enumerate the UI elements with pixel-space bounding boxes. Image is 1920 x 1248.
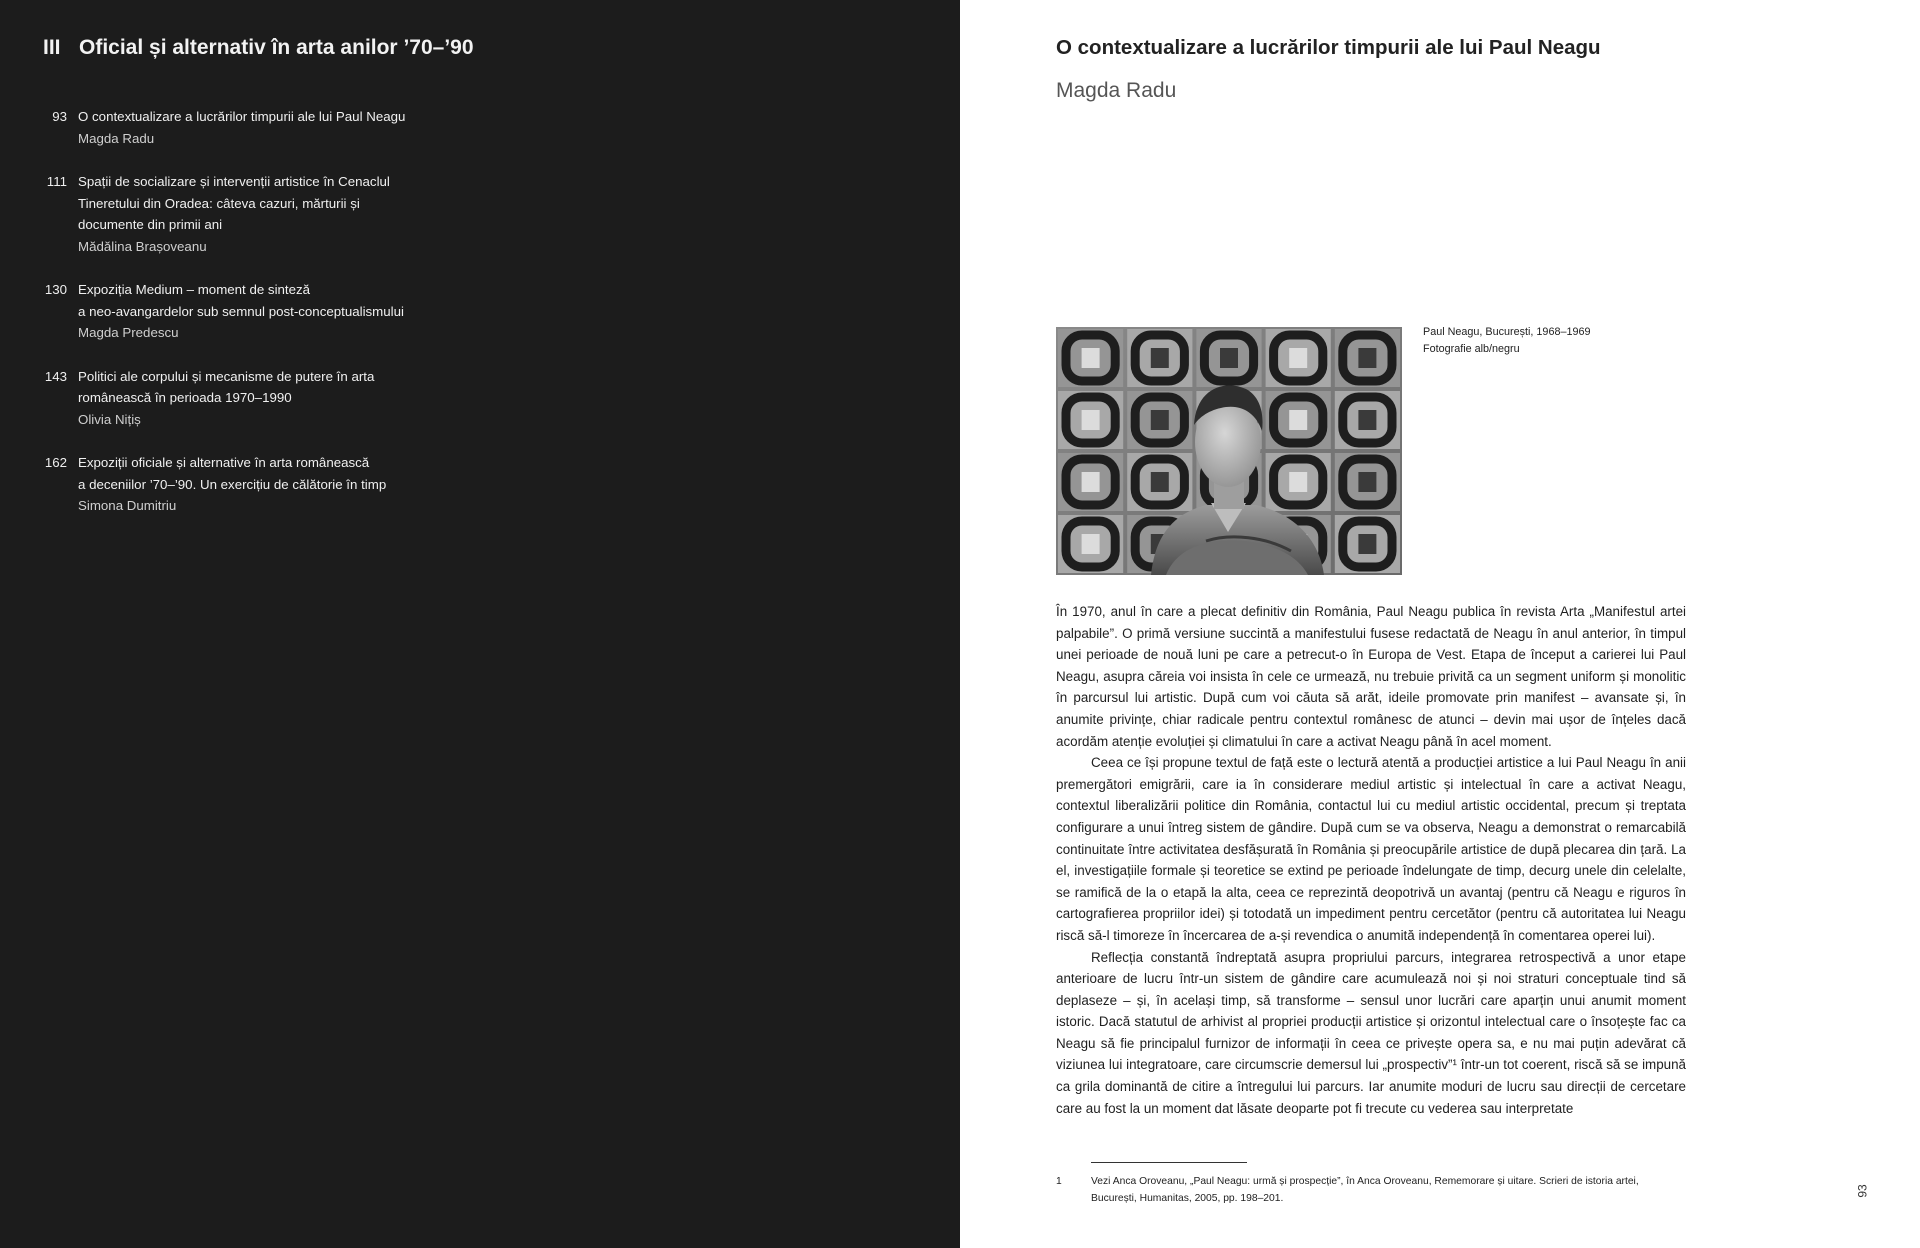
footnote: [1056, 1174, 1686, 1208]
toc-entry-author: Mădălina Brașoveanu: [78, 238, 207, 254]
footnote-number: 1: [1056, 1176, 1062, 1187]
toc-entry[interactable]: [43, 106, 503, 149]
body-paragraph: Ceea ce își propune textul de față este o lectură atentă a producției artistice a lui Paul Neagu în anii premergători emigrării, care ia în considerare mediul artistic și intelectual în care a activat Neagu, contextul liberalizării politice din România, contactul lui cu mediul artistic occidental, precum și treptata configurare a unui întreg sistem de gândire. După cum se va observa, Neagu a demonstrat o remarcabilă continuitate între activitatea desfășurată în România și preocupările artistice de după plecarea din țară. La el, investigațiile formale și teoretice se extind pe perioade îndelungate de timp, decurg unele din celelalte, se ramifică de la o etapă la alta, ceea ce reprezintă deopotrivă un avantaj (pentru că Neagu e riguros în cartografierea propriilor idei) și totodată un impediment pentru cercetător (pentru că autoritatea lui Neagu riscă să-l timoreze în încercarea de a-și revendica o anumită independență în comentarea operei lui).: [1056, 755, 1686, 943]
caption-line: Fotografie alb/negru: [1423, 342, 1520, 355]
right-page-article: [960, 0, 1920, 1248]
toc-entry-title: Expoziții oficiale și alternative în arta românească a deceniilor ’70–’90. Un exercițiu de călătorie în timp: [78, 455, 387, 492]
toc-entry[interactable]: [43, 366, 503, 431]
article-title: O contextualizare a lucrărilor timpurii ale lui Paul Neagu: [1056, 36, 1601, 59]
section-title: Oficial și alternativ în arta anilor ’70–’90: [79, 36, 474, 59]
caption-line: Paul Neagu, București, 1968–1969: [1423, 326, 1591, 338]
body-paragraph: În 1970, anul în care a plecat definitiv din România, Paul Neagu publica în revista Arta „Manifestul artei palpabile”. O primă versiune succintă a manifestului fusese redactată de Neagu în anul anterior, în timpul unei perioade de nouă luni pe care a petrecut-o în Europa de Vest. Etapa de început a carierei lui Paul Neagu, asupra căreia voi insista în cele ce urmează, nu trebuie privită ca un segment uniform și monolitic în parcursul lui artistic. După cum voi căuta să arăt, ideile promovate prin manifest – avansate și, în anumite privințe, chiar radicale pentru contextul românesc de atunci – devin mai ușor de înțeles dacă acordăm atenție evoluției și climatului în care a activat Neagu până în acel moment.: [1056, 604, 1686, 749]
toc-entry-title: Politici ale corpului și mecanisme de putere în arta românească în perioada 1970–1990: [78, 368, 375, 405]
page-number: 93: [1855, 1184, 1870, 1198]
article-body: [1056, 601, 1686, 1119]
body-paragraph: Reflecția constantă îndreptată asupra propriului parcurs, integrarea retrospectivă a unor etape anterioare de lucru într-un sistem de gândire care acumulează noi și noi straturi conceptuale tind să deplaseze – și, în același timp, să transforme – sensul unor lucrări care aparțin unui anumit moment istoric. Dacă statutul de arhivist al propriei producții artistice și orizontul intelectual care o însoțește fac ca Neagu să fie principalul furnizor de informații în ceea ce privește opera sa, e nu mai puțin adevărat că viziunea lui integratoare, care circumscrie demersul lui „prospectiv”¹ într-un tot coerent, riscă să se impună ca grila dominantă de citire a întregului lui parcurs. Iar anumite moduri de lucru sau direcții de cercetare care au fost la un moment dat lăsate deoparte pot fi trecute cu vederea sau interpretate: [1056, 949, 1686, 1116]
toc-page-number: 162: [44, 455, 67, 470]
toc-page-number: 93: [52, 109, 67, 124]
section-heading: [43, 36, 474, 60]
toc-page-number: 143: [44, 368, 67, 384]
toc-entry[interactable]: [43, 452, 503, 517]
photo-caption: [1423, 324, 1590, 357]
toc-page-number: 111: [46, 174, 67, 189]
photo-illustration: [1056, 327, 1402, 575]
toc-entry[interactable]: [43, 171, 503, 257]
toc-entry-author: Olivia Nițiș: [78, 411, 141, 427]
toc-entry-title: Expoziția Medium – moment de sinteză a neo-avangardelor sub semnul post-conceptualismului: [78, 282, 404, 319]
toc-entry-author: Magda Predescu: [78, 325, 179, 340]
toc-entry-author: Simona Dumitriu: [78, 498, 177, 513]
section-number: III: [43, 36, 61, 59]
toc-entry-author: Magda Radu: [78, 130, 155, 146]
toc-entry-title: Spații de socializare și intervenții artistice în Cenaclul Tineretului din Oradea: câteva cazuri, mărturii și documente din primii ani: [78, 174, 390, 232]
toc-page-number: 130: [44, 282, 67, 297]
article-author: Magda Radu: [1056, 79, 1177, 102]
toc-entry[interactable]: [43, 279, 503, 344]
footnote-text: Vezi Anca Oroveanu, „Paul Neagu: urmă și prospecție”, în Anca Oroveanu, Rememorare și uitare. Scrieri de istoria artei, București, Humanitas, 2005, pp. 198–201.: [1091, 1176, 1639, 1204]
toc-list: [43, 106, 503, 539]
portrait-photo: [1056, 327, 1402, 575]
footnote-divider: [1091, 1162, 1247, 1163]
toc-entry-title: O contextualizare a lucrărilor timpurii ale lui Paul Neagu: [78, 109, 406, 124]
